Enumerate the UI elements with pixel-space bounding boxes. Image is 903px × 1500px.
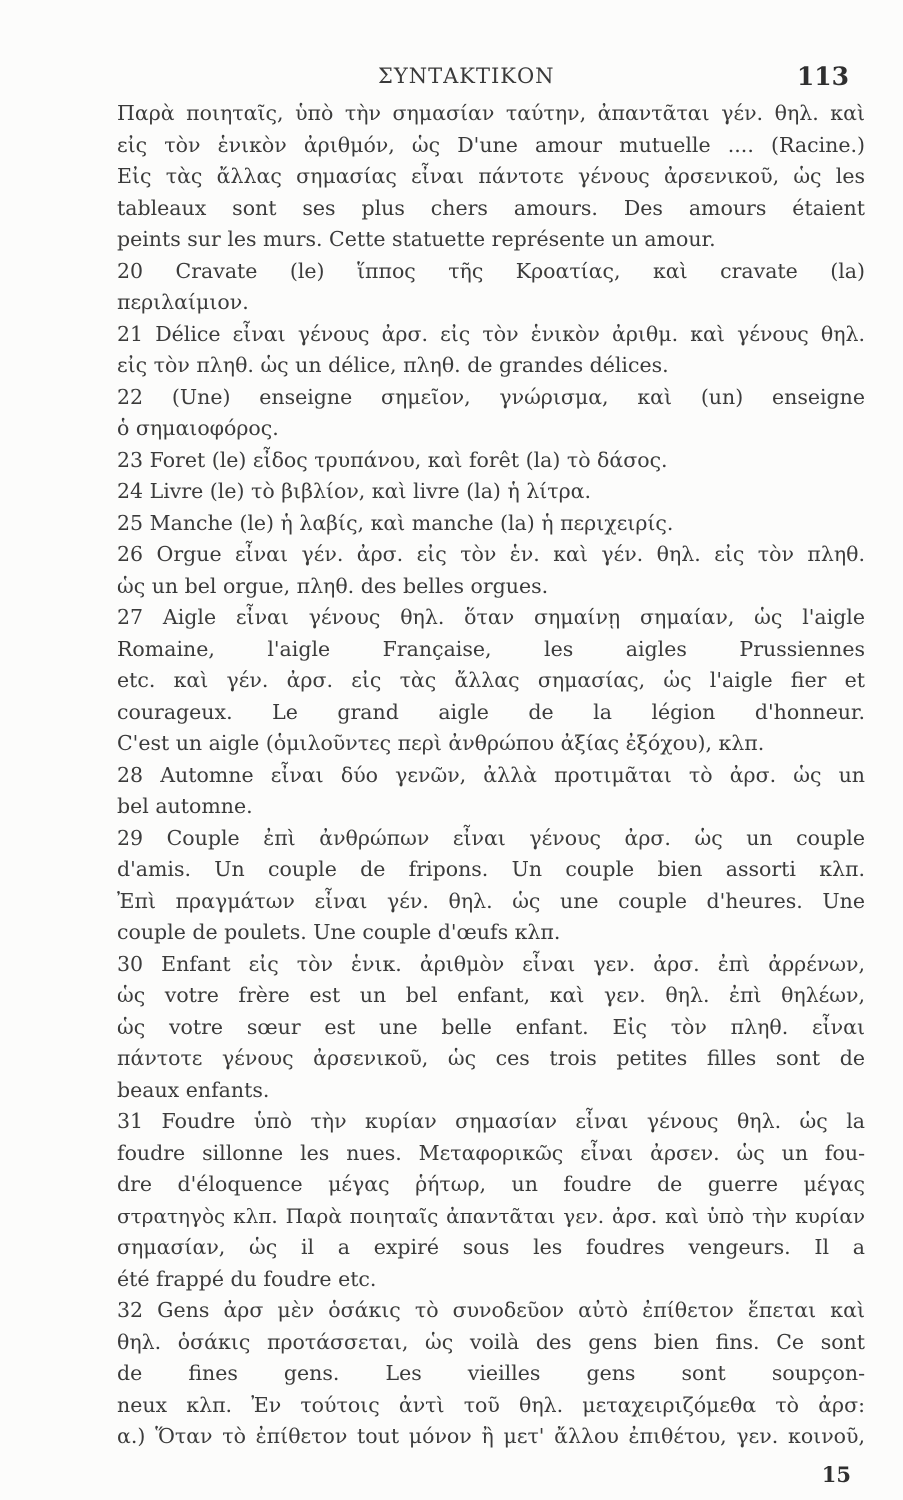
text-line: neux κλπ. Ἐν τούτοις ἀντὶ τοῦ θηλ. μεταχειριζόμεθα τὸ ἀρσ: (117, 1392, 865, 1417)
text-line: été frappé du foudre etc. (117, 1266, 377, 1291)
page-header (0, 62, 903, 92)
text-line: beaux enfants. (117, 1077, 270, 1102)
text-line: Romaine, l'aigle Française, les aigles Prussiennes (117, 636, 865, 661)
text-line: 27 Aigle εἶναι γένους θηλ. ὅταν σημαίνῃ σημαίαν, ὡς l'aigle (117, 605, 865, 629)
text-line: εἰς τὸν ἑνικὸν ἀριθμόν, ὡς D'une amour mutuelle .... (Racine.) (117, 132, 865, 157)
text-line: 23 Foret (le) εἶδος τρυπάνου, καὶ forêt (la) τὸ δάσος. (117, 447, 668, 472)
text-line: 25 Manche (le) ἡ λαβίς, καὶ manche (la) ἡ περιχειρίς. (117, 510, 674, 535)
text-line: Ἐπὶ πραγμάτων εἶναι γέν. θηλ. ὡς une couple d'heures. Une (117, 888, 865, 913)
text-line: bel automne. (117, 794, 253, 818)
text-line: περιλαίμιον. (117, 290, 249, 314)
text-line: C'est un aigle (ὁμιλοῦντες περὶ ἀνθρώπου ἀξίας ἐξόχου), κλπ. (117, 731, 765, 755)
text-line: εἰς τὸν πληθ. ὡς un délice, πληθ. de grandes délices. (117, 353, 669, 377)
text-line: etc. καὶ γέν. ἀρσ. εἰς τὰς ἄλλας σημασίας, ὡς l'aigle fier et (117, 668, 865, 692)
text-line: 24 Livre (le) τὸ βιβλίον, καὶ livre (la) ἡ λίτρα. (117, 479, 592, 503)
text-line: couple de poulets. Une couple d'œufs κλπ. (117, 920, 561, 944)
text-line: θηλ. ὁσάκις προτάσσεται, ὡς voilà des gens bien fins. Ce sont (117, 1329, 865, 1354)
text-line: ὡς votre frère est un bel enfant, καὶ γεν. θηλ. ἐπὶ θηλέων, (117, 983, 865, 1007)
text-line: σημασίαν, ὡς il a expiré sous les foudres vengeurs. Il a (117, 1235, 865, 1259)
text-line: πάντοτε γένους ἀρσενικοῦ, ὡς ces trois petites filles sont de (117, 1046, 865, 1070)
text-line: ὡς un bel orgue, πληθ. des belles orgues. (117, 573, 549, 598)
text-line: 30 Enfant εἰς τὸν ἑνικ. ἀριθμὸν εἶναι γεν. ἀρσ. ἐπὶ ἀρρένων, (117, 951, 865, 976)
text-line: 21 Délice εἶναι γένους ἀρσ. εἰς τὸν ἑνικὸν ἀριθμ. καὶ γένους θηλ. (117, 321, 865, 346)
text-line: ὡς votre sœur est une belle enfant. Εἰς τὸν πληθ. εἶναι (117, 1014, 865, 1039)
text-line: στρατηγὸς κλπ. Παρὰ ποιηταῖς ἀπαντᾶται γεν. ἀρσ. καὶ ὑπὸ τὴν κυρίαν (117, 1203, 865, 1228)
body-text (117, 98, 865, 1453)
text-line: d'amis. Un couple de fripons. Un couple bien assorti κλπ. (117, 857, 865, 881)
text-line: 28 Automne εἶναι δύο γενῶν, ἀλλὰ προτιμᾶται τὸ ἀρσ. ὡς un (117, 762, 865, 787)
text-line: Εἰς τὰς ἄλλας σημασίας εἶναι πάντοτε γένους ἀρσενικοῦ, ὡς les (117, 164, 865, 188)
text-line: 29 Couple ἐπὶ ἀνθρώπων εἶναι γένους ἀρσ. ὡς un couple (117, 825, 865, 850)
text-line: α.) Ὅταν τὸ ἐπίθετον tout μόνον ἢ μετ' ἄλλου ἐπιθέτου, γεν. κοινοῦ, (117, 1424, 865, 1448)
text-line: 20 Cravate (le) ἵππος τῆς Κροατίας, καὶ cravate (la) (117, 258, 865, 283)
text-line: ὁ σημαιοφόρος. (117, 416, 279, 440)
text-line: foudre sillonne les nues. Μεταφορικῶς εἶναι ἀρσεν. ὡς un fou- (117, 1140, 865, 1165)
text-line: dre d'éloquence μέγας ῥήτωρ, un foudre de guerre μέγας (117, 1172, 865, 1196)
running-title: ΣΥΝΤΑΚΤΙΚΟΝ (378, 64, 555, 88)
signature-mark: 15 (821, 1462, 851, 1487)
text-line: courageux. Le grand aigle de la légion d'honneur. (117, 699, 865, 724)
text-line: de fines gens. Les vieilles gens sont soupçon- (117, 1361, 865, 1385)
text-line: 32 Gens ἀρσ μὲν ὁσάκις τὸ συνοδεῦον αὐτὸ ἐπίθετον ἕπεται καὶ (117, 1298, 865, 1322)
page-number: 113 (796, 62, 849, 91)
text-line: 22 (Une) enseigne σημεῖον, γνώρισμα, καὶ (un) enseigne (117, 384, 865, 409)
text-line: 26 Orgue εἶναι γέν. ἀρσ. εἰς τὸν ἑν. καὶ γέν. θηλ. εἰς τὸν πληθ. (117, 542, 865, 566)
text-line: Παρὰ ποιηταῖς, ὑπὸ τὴν σημασίαν ταύτην, ἀπαντᾶται γέν. θηλ. καὶ (117, 101, 865, 125)
text-line: peints sur les murs. Cette statuette représente un amour. (117, 227, 716, 251)
text-line: 31 Foudre ὑπὸ τὴν κυρίαν σημασίαν εἶναι γένους θηλ. ὡς la (117, 1109, 865, 1133)
text-line: tableaux sont ses plus chers amours. Des amours étaient (117, 195, 865, 220)
